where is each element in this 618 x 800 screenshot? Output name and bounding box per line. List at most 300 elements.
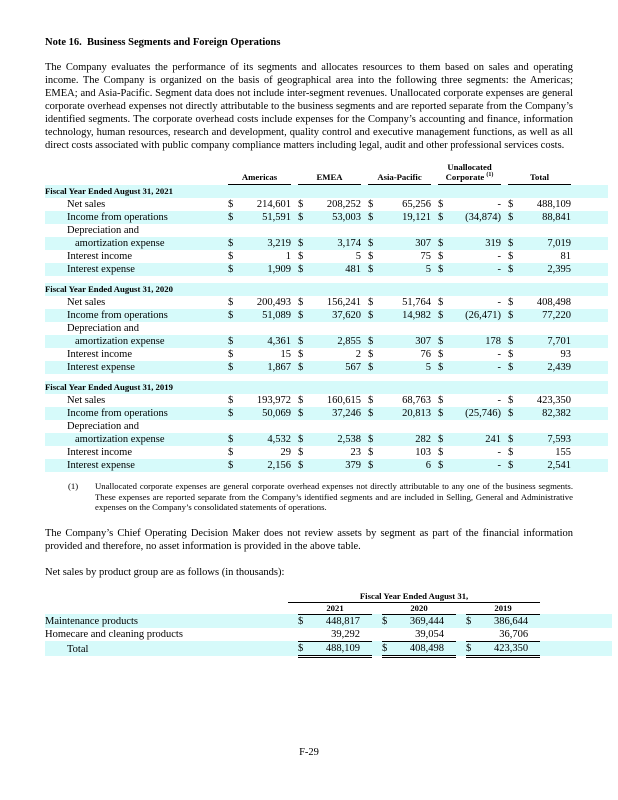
segment-data-row: [45, 420, 608, 433]
cell-value: 2,538: [337, 434, 361, 445]
column-gap: [431, 237, 438, 250]
footnote: [45, 481, 573, 513]
row-label: Net sales: [67, 297, 106, 308]
column-gap: [501, 162, 508, 185]
cell-value: 1,867: [267, 362, 291, 373]
cell-value: 39,054: [415, 628, 444, 640]
footnote-marker: (1): [68, 481, 79, 491]
row-label: Total: [67, 644, 89, 655]
cell-value: 51,591: [262, 212, 291, 223]
column-gap: [456, 641, 466, 656]
column-gap: [291, 263, 298, 276]
band-filler: [571, 459, 608, 472]
currency-symbol: $: [228, 349, 234, 360]
column-gap: [361, 309, 368, 322]
currency-symbol: $: [368, 362, 374, 373]
currency-symbol: $: [228, 199, 234, 210]
cell-value: -: [497, 395, 502, 406]
cell-value: 214,601: [256, 199, 291, 210]
column-gap: [291, 198, 298, 211]
column-gap: [291, 162, 298, 185]
band-filler: [571, 420, 608, 433]
cell-value: 82,382: [542, 408, 572, 419]
cell-value: 20,813: [402, 408, 432, 419]
cell-value: 423,350: [480, 641, 540, 656]
currency-symbol: $: [508, 336, 514, 347]
section-spacer: [45, 374, 608, 381]
currency-symbol: $: [466, 641, 480, 656]
currency-symbol: $: [438, 251, 444, 262]
row-label: Income from operations: [67, 408, 168, 419]
band-filler: [571, 250, 608, 263]
cell-value: 2,395: [547, 264, 572, 275]
cell-value: 307: [415, 336, 432, 347]
currency-symbol: $: [228, 408, 234, 419]
currency-symbol: $: [508, 395, 514, 406]
currency-symbol: $: [298, 408, 304, 419]
cell-value: 3,219: [267, 238, 291, 249]
currency-symbol: $: [508, 297, 514, 308]
cell-value: 29: [280, 447, 291, 458]
column-gap: [431, 335, 438, 348]
currency-symbol: $: [508, 349, 514, 360]
currency-symbol: $: [438, 264, 444, 275]
column-gap: [361, 433, 368, 446]
cell-value: 14,982: [402, 310, 432, 321]
currency-symbol: $: [368, 336, 374, 347]
segment-data-row: [45, 348, 608, 361]
currency-symbol: $: [438, 212, 444, 223]
fiscal-year-header: Fiscal Year Ended August 31, 2019: [45, 382, 173, 392]
currency-symbol: $: [298, 362, 304, 373]
cell-value: 65,256: [402, 199, 432, 210]
column-gap: [361, 322, 368, 335]
column-gap: [431, 211, 438, 224]
row-label: Depreciation and: [67, 323, 140, 334]
cell-value: 5: [425, 264, 432, 275]
product-sales-table: [45, 591, 612, 658]
column-gap: [361, 394, 368, 407]
column-gap: [291, 296, 298, 309]
column-gap: [291, 237, 298, 250]
column-gap: [361, 407, 368, 420]
band-filler: [571, 322, 608, 335]
column-gap: [456, 602, 466, 614]
column-gap: [291, 322, 298, 335]
column-gap: [361, 250, 368, 263]
column-gap: [456, 614, 466, 628]
cell-value: [310, 322, 361, 335]
column-gap: [221, 250, 228, 263]
currency-symbol: [298, 224, 310, 237]
column-gap: [431, 198, 438, 211]
band-filler: [571, 309, 608, 322]
unallocated-line1: Unallocated: [447, 162, 492, 172]
currency-symbol: $: [382, 641, 396, 656]
cell-value: 408,498: [396, 641, 456, 656]
unallocated-line2: Corporate $^{(1)}$: [445, 172, 494, 182]
currency-symbol: $: [228, 362, 234, 373]
currency-symbol: [368, 224, 380, 237]
currency-symbol: $: [438, 362, 444, 373]
currency-symbol: $: [298, 264, 304, 275]
column-gap: [361, 211, 368, 224]
column-gap: [291, 394, 298, 407]
cell-value: 156,241: [326, 297, 361, 308]
column-gap: [501, 237, 508, 250]
column-gap: [288, 614, 298, 628]
currency-symbol: $: [228, 297, 234, 308]
column-header-total: Total: [508, 162, 571, 185]
cell-value: 2,855: [337, 336, 361, 347]
cell-value: 81: [560, 251, 572, 262]
cell-value: [450, 224, 501, 237]
currency-symbol: $: [298, 251, 304, 262]
currency-symbol: $: [298, 641, 312, 656]
column-gap: [288, 628, 298, 642]
segment-column-header-row: [45, 162, 608, 185]
cell-value: [450, 420, 501, 433]
currency-symbol: $: [508, 310, 514, 321]
currency-symbol: $: [368, 395, 374, 406]
cell-value: 68,763: [402, 395, 432, 406]
column-gap: [501, 459, 508, 472]
column-header-asia-pacific: Asia-Pacific: [368, 162, 431, 185]
currency-symbol: $: [438, 199, 444, 210]
row-label: Interest income: [67, 447, 133, 458]
cell-value: 2,541: [547, 460, 572, 471]
column-gap: [431, 309, 438, 322]
currency-symbol: $: [368, 297, 374, 308]
currency-symbol: [508, 322, 520, 335]
band-filler: [571, 224, 608, 237]
column-gap: [291, 309, 298, 322]
column-gap: [372, 602, 382, 614]
column-gap: [291, 407, 298, 420]
cell-value: (26,471): [465, 310, 502, 321]
cell-value: [380, 224, 431, 237]
cell-value: 37,246: [332, 408, 361, 419]
currency-symbol: $: [368, 310, 374, 321]
column-gap: [501, 433, 508, 446]
column-gap: [291, 224, 298, 237]
cell-value: -: [497, 199, 502, 210]
column-gap: [221, 322, 228, 335]
currency-symbol: $: [508, 447, 514, 458]
cell-value: (25,746): [465, 408, 502, 419]
currency-symbol: $: [438, 238, 444, 249]
band-filler: [571, 433, 608, 446]
column-gap: [431, 348, 438, 361]
currency-symbol: $: [466, 615, 472, 627]
cell-value: 23: [350, 447, 361, 458]
currency-symbol: $: [438, 336, 444, 347]
currency-symbol: $: [368, 460, 374, 471]
column-gap: [501, 263, 508, 276]
column-gap: [431, 394, 438, 407]
segment-data-row: [45, 237, 608, 250]
currency-symbol: $: [228, 460, 234, 471]
column-gap: [221, 309, 228, 322]
currency-symbol: [368, 420, 380, 433]
currency-symbol: $: [438, 349, 444, 360]
column-gap: [501, 446, 508, 459]
fiscal-year-span-header: Fiscal Year Ended August 31,: [288, 591, 540, 603]
column-gap: [501, 335, 508, 348]
column-gap: [221, 420, 228, 433]
currency-symbol: $: [228, 434, 234, 445]
column-header-emea: EMEA: [298, 162, 361, 185]
codm-paragraph: The Company’s Chief Operating Decision Maker does not review assets by segment as part of the financial information provided and therefore, no asset information is provided in the above table.: [45, 527, 573, 552]
column-gap: [291, 335, 298, 348]
row-label: Depreciation and: [67, 225, 140, 236]
column-gap: [221, 433, 228, 446]
product-year-header-row: [45, 602, 612, 614]
currency-symbol: $: [298, 199, 304, 210]
currency-symbol: [508, 420, 520, 433]
row-label: amortization expense: [75, 434, 165, 445]
cell-value: 4,532: [267, 434, 291, 445]
currency-symbol: $: [298, 434, 304, 445]
segment-data-row: [45, 433, 608, 446]
cell-value: [240, 322, 291, 335]
currency-symbol: $: [298, 212, 304, 223]
cell-value: [380, 322, 431, 335]
currency-symbol: $: [508, 199, 514, 210]
product-data-row: [45, 628, 612, 642]
section-spacer: [45, 276, 608, 283]
product-group-intro: Net sales by product group are as follows (in thousands):: [45, 566, 285, 578]
cell-value: -: [497, 297, 502, 308]
currency-symbol: $: [228, 447, 234, 458]
currency-symbol: [228, 322, 240, 335]
label-column-spacer: [45, 162, 221, 185]
band-filler: [540, 628, 612, 642]
band-filler: [571, 394, 608, 407]
cell-value: 15: [280, 349, 291, 360]
segment-data-row: [45, 335, 608, 348]
segment-data-row: [45, 211, 608, 224]
section-spacer-cell: [45, 276, 608, 283]
row-label: Net sales: [67, 395, 106, 406]
column-gap: [361, 335, 368, 348]
currency-symbol: [508, 224, 520, 237]
product-table-body: [45, 614, 612, 656]
column-gap: [431, 162, 438, 185]
cell-value: 408,498: [536, 297, 572, 308]
column-gap: [431, 361, 438, 374]
currency-symbol: $: [368, 264, 374, 275]
currency-symbol: [438, 420, 450, 433]
currency-symbol: $: [382, 615, 388, 627]
column-gap: [501, 309, 508, 322]
column-gap: [221, 335, 228, 348]
currency-symbol: $: [368, 349, 374, 360]
footnote-text: Unallocated corporate expenses are general corporate overhead expenses not directly attributable to any one of the business segments. These expenses are reported separate from the Company’s identified segments and are included in Selling, General and Administrative expenses on the Company’s consolidated statements of operations.: [95, 481, 573, 512]
column-gap: [431, 224, 438, 237]
band-filler: [571, 335, 608, 348]
product-span-header-row: [45, 591, 612, 603]
cell-value: 488,109: [312, 641, 372, 656]
column-gap: [501, 361, 508, 374]
band-filler: [540, 591, 612, 603]
segment-data-row: [45, 263, 608, 276]
band-filler: [571, 162, 608, 185]
currency-symbol: [228, 224, 240, 237]
band-filler: [540, 602, 612, 614]
cell-value: 319: [485, 238, 502, 249]
column-gap: [501, 407, 508, 420]
band-filler: [571, 407, 608, 420]
currency-symbol: $: [368, 199, 374, 210]
row-label: amortization expense: [75, 336, 165, 347]
currency-symbol: $: [298, 310, 304, 321]
cell-value: (34,874): [465, 212, 502, 223]
column-gap: [361, 361, 368, 374]
cell-value: -: [497, 460, 502, 471]
column-gap: [221, 263, 228, 276]
cell-value: [380, 420, 431, 433]
cell-value: 37,620: [332, 310, 361, 321]
cell-value: [520, 322, 571, 335]
cell-value: 4,361: [267, 336, 291, 347]
band-filler: [571, 348, 608, 361]
currency-symbol: $: [438, 447, 444, 458]
cell-value: 386,644: [493, 615, 529, 627]
currency-symbol: [298, 322, 310, 335]
currency-symbol: $: [368, 251, 374, 262]
column-gap: [361, 296, 368, 309]
cell-value: 208,252: [326, 199, 361, 210]
label-column-spacer: [45, 602, 288, 614]
cell-value: 39,292: [331, 628, 360, 640]
column-gap: [291, 211, 298, 224]
cell-value: 448,817: [325, 615, 360, 627]
column-gap: [291, 433, 298, 446]
note-title: Note 16. Business Segments and Foreign Operations: [45, 37, 281, 48]
currency-symbol: $: [368, 408, 374, 419]
cell-value: 241: [485, 434, 502, 445]
column-gap: [372, 641, 382, 656]
cell-value: -: [497, 447, 502, 458]
row-label: Depreciation and: [67, 421, 140, 432]
row-label: amortization expense: [75, 238, 165, 249]
cell-value: 103: [415, 447, 432, 458]
currency-symbol: $: [228, 251, 234, 262]
cell-value: 76: [420, 349, 432, 360]
fiscal-year-header: Fiscal Year Ended August 31, 2021: [45, 186, 173, 196]
column-gap: [501, 322, 508, 335]
cell-value: 369,444: [409, 615, 444, 627]
column-gap: [501, 224, 508, 237]
column-gap: [431, 446, 438, 459]
cell-value: [520, 224, 571, 237]
cell-value: 36,706: [499, 628, 529, 640]
year-header-2020: 2020: [382, 602, 456, 614]
year-header-2019: 2019: [466, 602, 540, 614]
cell-value: 1: [285, 251, 291, 262]
cell-value: [450, 322, 501, 335]
label-column-spacer: [45, 591, 288, 603]
column-gap: [291, 348, 298, 361]
currency-symbol: [298, 420, 310, 433]
currency-symbol: $: [508, 460, 514, 471]
segment-data-row: [45, 296, 608, 309]
currency-symbol: $: [298, 336, 304, 347]
column-gap: [431, 322, 438, 335]
row-label: Interest expense: [67, 362, 135, 373]
cell-value: 6: [425, 460, 432, 471]
cell-value: 200,493: [256, 297, 291, 308]
column-gap: [221, 407, 228, 420]
cell-value: 93: [560, 349, 572, 360]
band-filler: [571, 296, 608, 309]
currency-symbol: $: [298, 447, 304, 458]
currency-symbol: $: [298, 349, 304, 360]
cell-value: -: [497, 251, 502, 262]
currency-symbol: $: [368, 447, 374, 458]
cell-value: 379: [345, 460, 361, 471]
fiscal-year-header-row: [45, 185, 608, 199]
cell-value: 1,909: [267, 264, 291, 275]
column-gap: [361, 162, 368, 185]
column-gap: [501, 420, 508, 433]
currency-symbol: $: [368, 238, 374, 249]
band-filler: [540, 614, 612, 628]
cell-value: 3,174: [337, 238, 361, 249]
currency-symbol: $: [298, 460, 304, 471]
currency-symbol: $: [438, 297, 444, 308]
segment-table-body: [45, 185, 608, 473]
column-gap: [221, 237, 228, 250]
cell-value: 53,003: [332, 212, 361, 223]
segment-data-row: [45, 394, 608, 407]
currency-symbol: $: [508, 212, 514, 223]
column-gap: [372, 614, 382, 628]
column-gap: [291, 420, 298, 433]
cell-value: 481: [345, 264, 361, 275]
cell-value: 2,439: [547, 362, 572, 373]
cell-value: -: [497, 264, 502, 275]
row-label: Homecare and cleaning products: [45, 629, 183, 640]
row-label: Interest expense: [67, 264, 135, 275]
column-gap: [221, 446, 228, 459]
column-gap: [372, 628, 382, 642]
column-gap: [221, 198, 228, 211]
footnote-reference-superscript: (1): [486, 172, 494, 179]
cell-value: 488,109: [536, 199, 572, 210]
segment-data-row: [45, 361, 608, 374]
column-gap: [221, 211, 228, 224]
column-header-unallocated-corporate: [438, 162, 501, 185]
column-gap: [501, 250, 508, 263]
column-gap: [221, 224, 228, 237]
column-gap: [221, 361, 228, 374]
row-label: Interest expense: [67, 460, 135, 471]
segment-data-row: [45, 198, 608, 211]
column-gap: [291, 250, 298, 263]
cell-value: -: [497, 349, 502, 360]
cell-value: 7,701: [547, 336, 572, 347]
row-label: Maintenance products: [45, 615, 139, 627]
cell-value: 155: [555, 447, 572, 458]
currency-symbol: $: [438, 460, 444, 471]
fiscal-year-header-row: [45, 381, 608, 394]
column-gap: [361, 348, 368, 361]
currency-symbol: [466, 628, 480, 642]
band-filler: [571, 211, 608, 224]
segment-data-row: [45, 459, 608, 472]
